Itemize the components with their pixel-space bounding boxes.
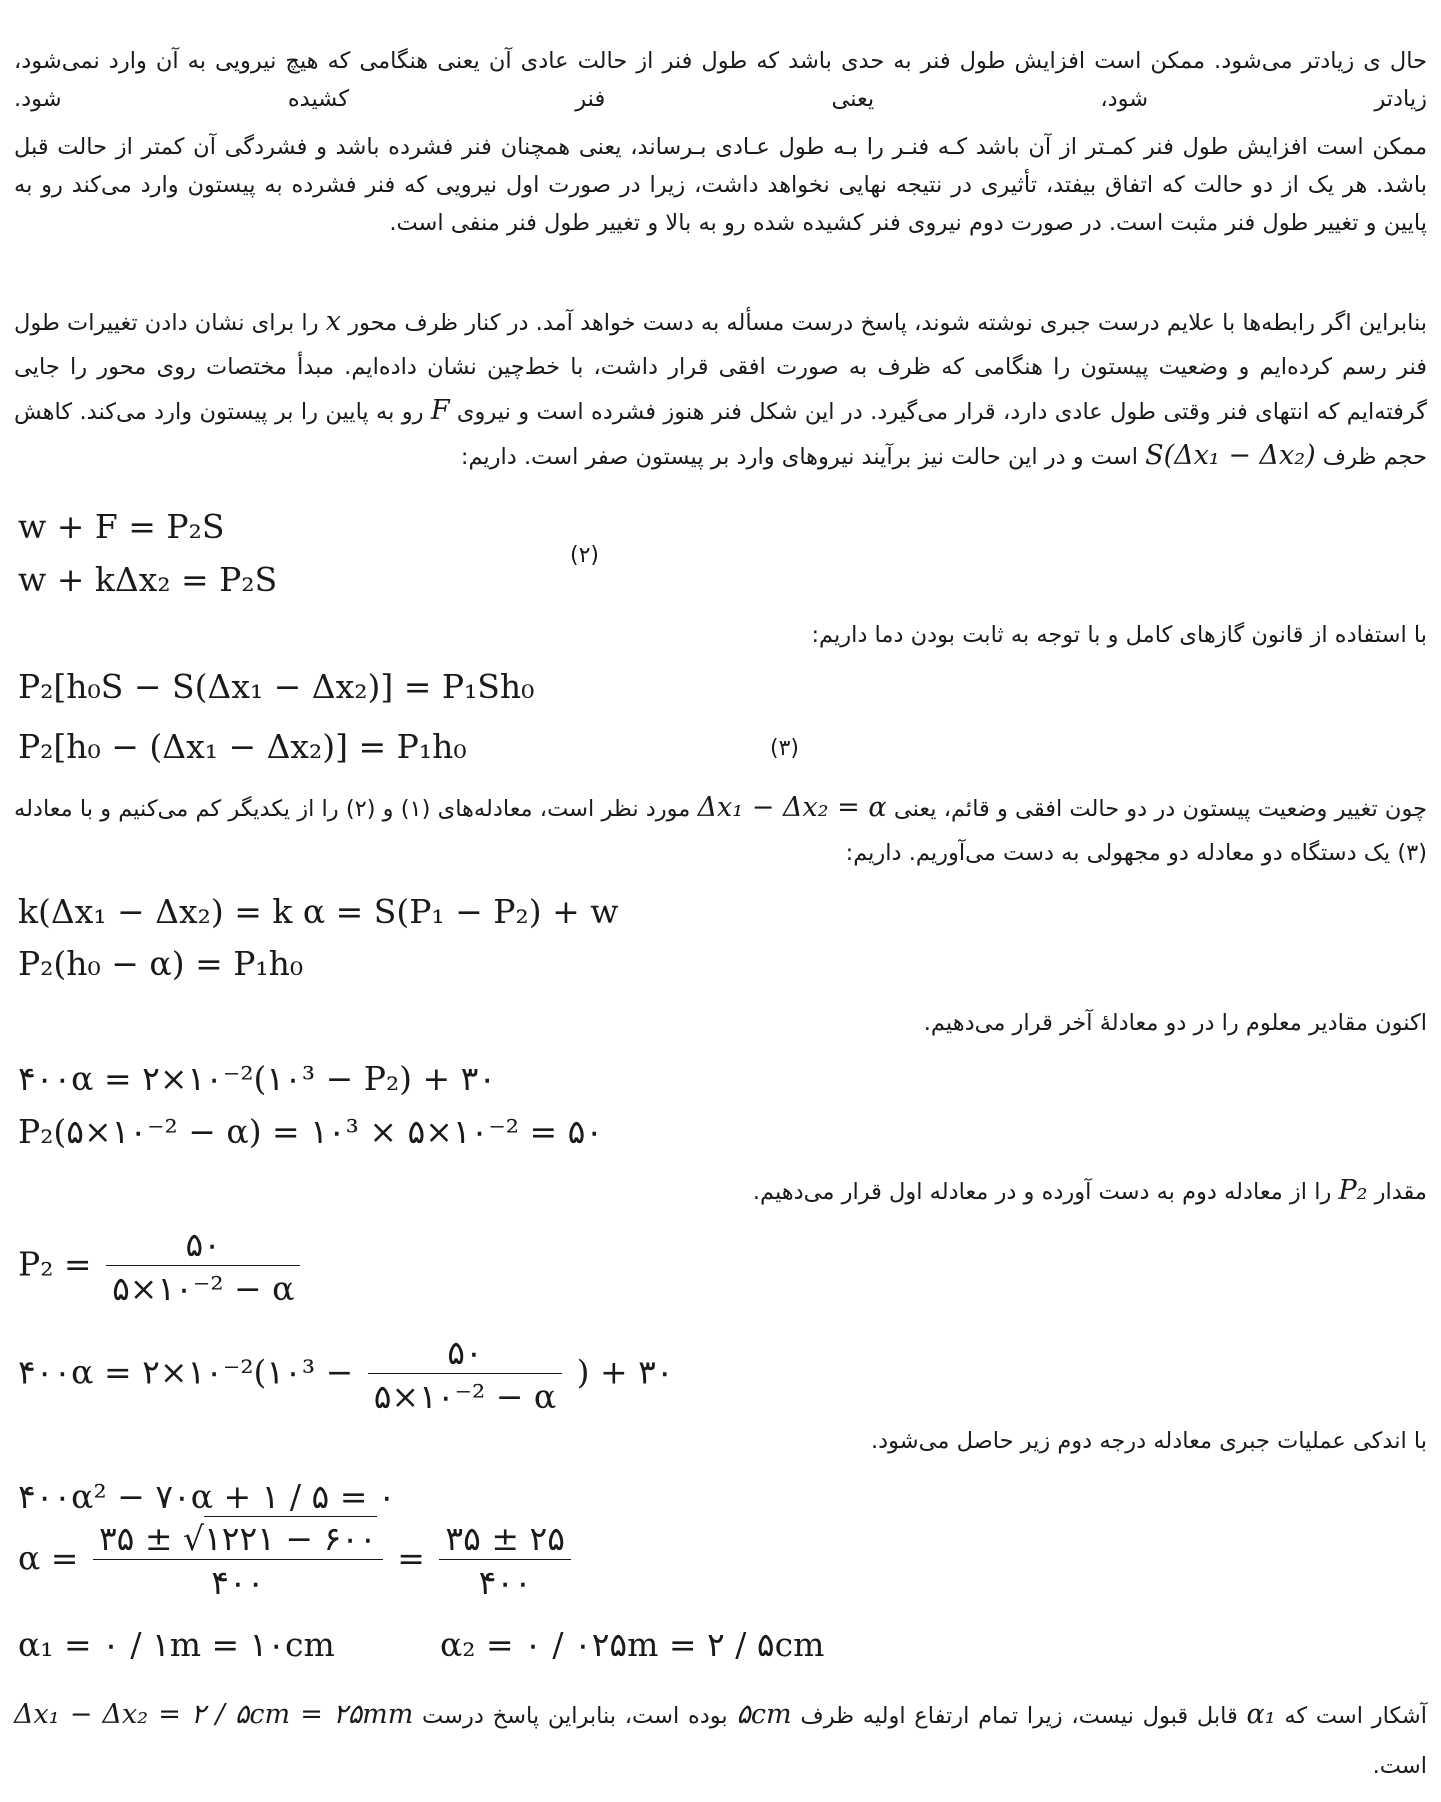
paragraph-7-text-b: را از معادله دوم به دست آورده و در معادله اول قرار می‌دهیم.: [752, 1179, 1332, 1205]
equation-2-line-1: w + F = P₂S: [18, 507, 225, 546]
paragraph-9-text-d: است.: [1372, 1753, 1427, 1779]
paragraph-5: [14, 786, 1427, 875]
equation-2-line-2: w + kΔx₂ = P₂S: [18, 560, 278, 599]
alpha-numerator-1: [93, 1519, 383, 1560]
alpha-equals: =: [397, 1538, 425, 1578]
system-line-2: P₂(h₀ − α) = P₁h₀: [18, 944, 304, 983]
equation-number-3: (۳): [770, 736, 800, 761]
alpha-2-value: α₂ = ۰ / ۰۲۵m = ۲ / ۵cm: [440, 1625, 825, 1664]
alpha-fraction-2: [439, 1519, 571, 1602]
alpha-1-symbol: α₁: [1246, 1699, 1276, 1730]
paragraph-4-text: با استفاده از قانون گازهای کامل و با توجه به ثابت بودن دما داریم:: [811, 622, 1427, 648]
paragraph-1: [14, 42, 1427, 118]
system-line-1: k(Δx₁ − Δx₂) = k α = S(P₁ − P₂) + w: [18, 892, 619, 931]
alpha-definition: Δx₁ − Δx₂ = α: [697, 792, 887, 823]
alpha-numerator-1-a: ۳۵ ± √: [98, 1519, 205, 1558]
axis-x-symbol: x: [325, 306, 341, 337]
height-5cm: ۵cm: [736, 1699, 792, 1730]
equation-3-line-1: P₂[h₀S − S(Δx₁ − Δx₂)] = P₁Sh₀: [18, 667, 535, 706]
paragraph-6-text: اکنون مقادیر معلوم را در دو معادلهٔ آخر قرار می‌دهیم.: [923, 1010, 1427, 1036]
alpha-fraction-1: [93, 1519, 383, 1602]
sqrt-radicand: ۱۲۲۱ − ۶۰۰: [204, 1516, 377, 1558]
paragraph-9: [14, 1690, 1427, 1791]
p2-lhs: P₂ =: [18, 1244, 92, 1284]
paragraph-7: [14, 1172, 1427, 1211]
substituted-fraction: [368, 1333, 562, 1416]
paragraph-9-text-c: بوده است، بنابراین پاسخ درست: [422, 1703, 728, 1729]
volume-change-expression: S(Δx₁ − Δx₂): [1145, 440, 1316, 471]
paragraph-5-text-a: چون تغییر وضعیت پیستون در دو حالت افقی و قائم، یعنی: [893, 796, 1427, 822]
alpha-lhs: α =: [18, 1538, 79, 1578]
substituted-equation: [18, 1333, 674, 1416]
final-answer: Δx₁ − Δx₂ = ۲ / ۵cm = ۲۵mm: [14, 1699, 414, 1730]
p2-symbol: P₂: [1338, 1175, 1368, 1206]
paragraph-8: [14, 1422, 1427, 1460]
equation-3-line-2: P₂[h₀ − (Δx₁ − Δx₂)] = P₁h₀: [18, 727, 467, 766]
alpha-denominator-1: ۴۰۰: [211, 1563, 265, 1602]
values-line-1: ۴۰۰α = ۲×۱۰⁻²(۱۰³ − P₂) + ۳۰: [18, 1059, 497, 1098]
paragraph-2: [14, 128, 1427, 242]
paragraph-3-text-a: بنابراین اگر رابطه‌ها با علایم درست جبری نوشته شوند، پاسخ درست مسأله به دست خواهد آمد. در کنار ظرف محور: [348, 310, 1427, 336]
paragraph-9-text-a: آشکار است که: [1284, 1703, 1427, 1729]
p2-numerator: ۵۰: [106, 1228, 300, 1266]
paragraph-5-text-b: مورد نظر است، معادله‌های (۱) و (۲) را از یکدیگر کم می‌کنیم و با معادله (۳) یک دستگاه دو معادله دو مجهولی به دست می‌آوریم. داریم:: [14, 796, 1427, 866]
quadratic-equation: ۴۰۰α² − ۷۰α + ۱ / ۵ = ۰: [18, 1477, 396, 1516]
paragraph-7-text-a: مقدار: [1374, 1179, 1427, 1205]
substituted-lhs: ۴۰۰α = ۲×۱۰⁻²(۱۰³ −: [18, 1352, 354, 1392]
p2-denominator: ۵×۱۰⁻² − α: [112, 1269, 295, 1308]
force-F-symbol: F: [430, 395, 450, 426]
paragraph-8-text: با اندکی عملیات جبری معادله درجه دوم زیر حاصل می‌شود.: [871, 1428, 1427, 1454]
paragraph-3-text-c: رو به پایین را بر پیستون وارد می‌کند. کاهش حجم ظرف: [14, 399, 1427, 470]
paragraph-2-text: ممکن است افزایش طول فنر کمـتر از آن باشد کـه فنـر را بـه طول عـادی بـرساند، یعنی همچنان فنر فشرده باشد و فشردگی آن کمتر از حالت قبل باشد. هر یک از دو حالت که اتفاق بیفتد، تأثیری در نتیجه نهایی نخواهد داشت، زیرا در صورت اول نیرویی که فنر فشرده به پیستون وارد می‌کند رو به پایین و تغییر طول فنر مثبت است. در صورت دوم نیروی فنر کشیده شده رو به بالا و تغییر طول فنر منفی است.: [14, 134, 1427, 236]
equation-number-2: (۲): [570, 543, 600, 568]
alpha-denominator-2: ۴۰۰: [478, 1563, 532, 1602]
paragraph-3-text-b: را برای نشان دادن تغییرات طول فنر رسم کرده‌ایم و وضعیت پیستون را هنگامی که ظرف به صورت افقی قرار داشت، با خط‌چین نشان داده‌ایم. مبدأ مختصات روی محور را جایی گرفته‌ایم که انتهای فنر وقتی طول عادی دارد، قرار می‌گیرد. در این شکل فنر هنوز فشرده است و نیروی: [14, 310, 1428, 425]
p2-fraction: [106, 1225, 300, 1308]
p2-fraction-equation: [18, 1225, 304, 1308]
paragraph-1-text: حال ی زیادتر می‌شود. ممکن است افزایش طول فنر به حدی باشد که طول فنر از حالت عادی آن یعنی هنگامی که هیچ نیرویی به آن وارد نمی‌شود، زیادتر شود، یعنی فنر کشیده شود.: [14, 48, 1427, 112]
paragraph-4: [14, 616, 1427, 654]
paragraph-9-text-b: قابل قبول نیست، زیرا تمام ارتفاع اولیه ظرف: [800, 1703, 1238, 1729]
substituted-numerator: ۵۰: [368, 1336, 562, 1374]
alpha-1-value: α₁ = ۰ / ۱m = ۱۰cm: [18, 1625, 335, 1664]
paragraph-3: [14, 300, 1427, 479]
alpha-solution: [18, 1519, 575, 1602]
alpha-numerator-2: ۳۵ ± ۲۵: [439, 1522, 571, 1560]
paragraph-6: [14, 1004, 1427, 1042]
values-line-2: P₂(۵×۱۰⁻² − α) = ۱۰³ × ۵×۱۰⁻² = ۵۰: [18, 1112, 604, 1151]
substituted-rhs: ) + ۳۰: [576, 1352, 674, 1392]
paragraph-3-text-d: است و در این حالت نیز برآیند نیروهای وارد بر پیستون صفر است. داریم:: [460, 444, 1139, 470]
substituted-denominator: ۵×۱۰⁻² − α: [373, 1377, 557, 1416]
